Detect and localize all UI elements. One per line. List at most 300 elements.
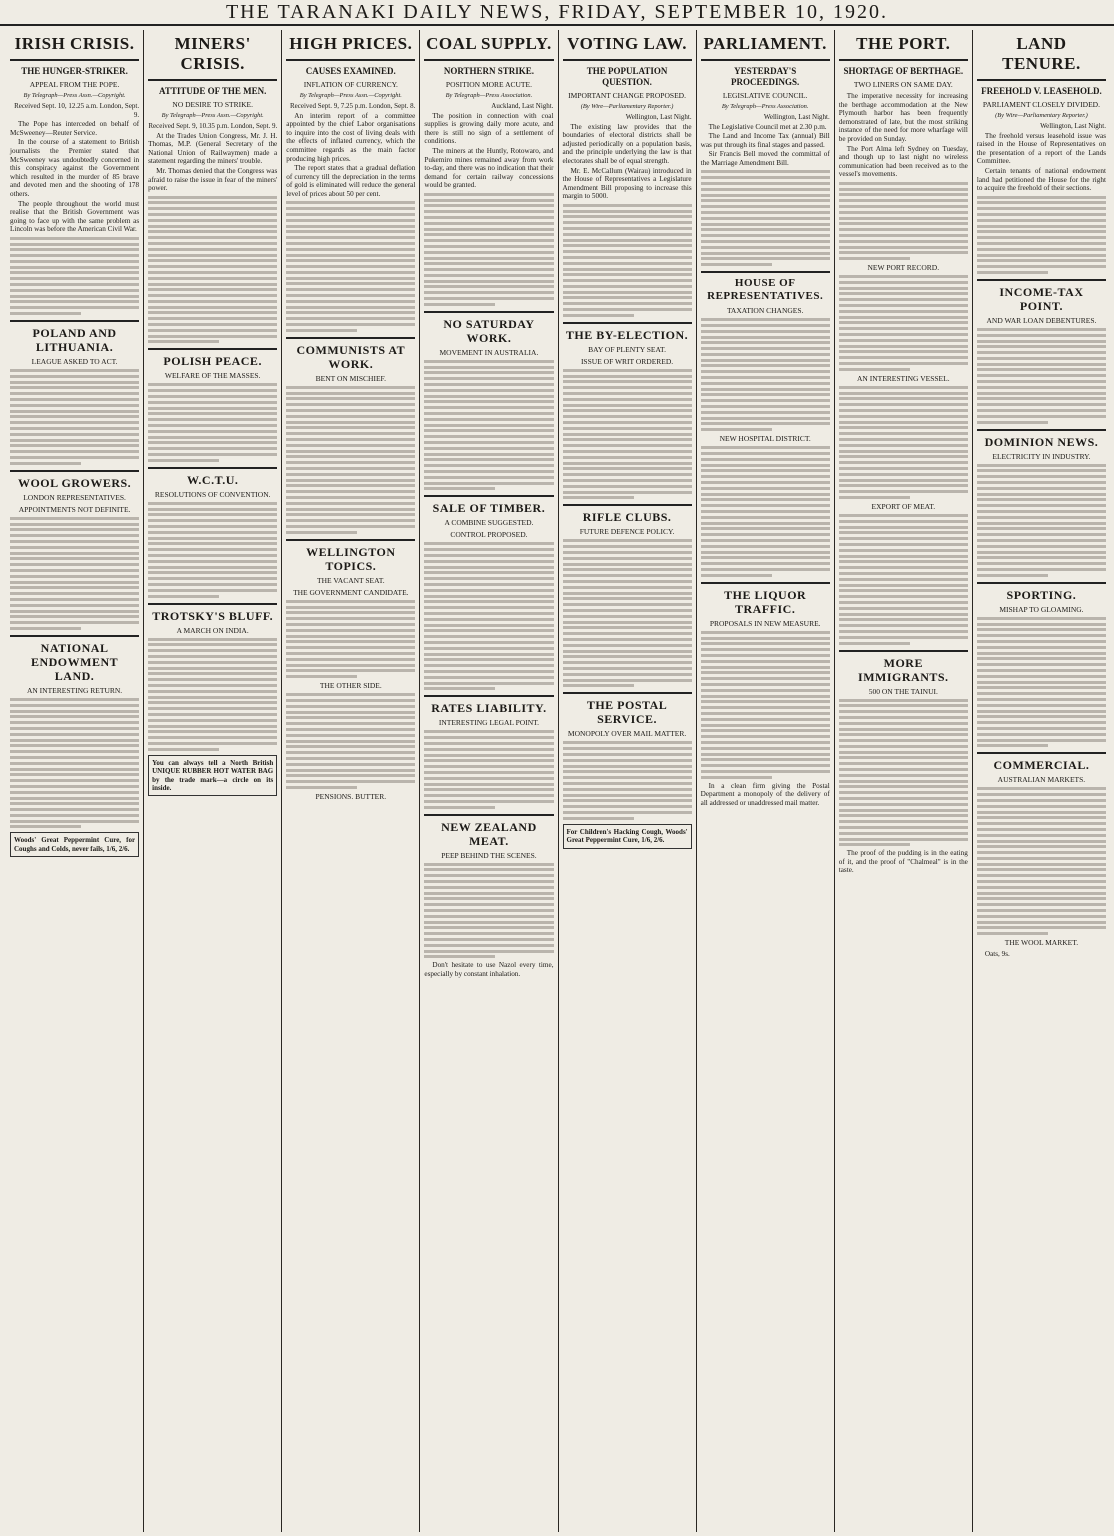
text-line bbox=[424, 548, 553, 551]
text-line bbox=[424, 932, 553, 935]
text-line bbox=[148, 548, 277, 551]
text-line bbox=[563, 433, 692, 436]
newspaper-columns bbox=[6, 30, 1110, 1532]
text-line bbox=[10, 569, 139, 572]
text-line bbox=[286, 444, 415, 447]
text-line bbox=[10, 727, 139, 730]
text-line bbox=[977, 357, 1106, 360]
text-line bbox=[286, 282, 415, 285]
article-paragraph: The proof of the pudding is in the eating of it, and the proof of "Chalmeal" is in the taste. bbox=[838, 849, 968, 875]
column-high-prices bbox=[282, 30, 420, 1532]
text-line bbox=[977, 926, 1106, 929]
text-line bbox=[977, 733, 1106, 736]
article-subheading: 500 ON THE TAINUI. bbox=[868, 686, 938, 696]
text-line bbox=[839, 826, 968, 829]
text-line bbox=[10, 254, 139, 257]
text-line bbox=[701, 405, 830, 408]
text-line bbox=[424, 629, 553, 632]
text-line bbox=[10, 375, 139, 378]
text-line bbox=[148, 441, 277, 444]
text-line bbox=[839, 710, 968, 713]
text-line bbox=[701, 724, 830, 727]
text-line bbox=[563, 415, 692, 418]
text-line bbox=[148, 383, 277, 386]
text-line bbox=[10, 552, 139, 555]
article-headline: COAL SUPPLY. bbox=[426, 34, 552, 53]
text-line bbox=[977, 498, 1106, 501]
text-line bbox=[977, 698, 1106, 701]
text-line bbox=[839, 613, 968, 616]
text-line bbox=[701, 318, 830, 321]
text-line bbox=[286, 508, 415, 511]
text-line bbox=[286, 254, 415, 257]
text-line bbox=[148, 248, 277, 251]
text-line bbox=[148, 424, 277, 427]
article-byline: By Telegraph—Press Association. bbox=[721, 103, 809, 110]
text-line bbox=[424, 788, 553, 791]
text-line bbox=[286, 392, 415, 395]
text-line bbox=[977, 932, 1048, 935]
text-line bbox=[977, 657, 1106, 660]
text-line bbox=[839, 455, 968, 458]
text-line bbox=[977, 340, 1106, 343]
text-line bbox=[563, 268, 692, 271]
text-line bbox=[563, 409, 692, 412]
text-line bbox=[563, 450, 692, 453]
article-paragraph: In a clean firm giving the Postal Department a monopoly of the delivery of all addressed or unaddressed mail matter. bbox=[700, 781, 830, 807]
article-subheading: AN INTERESTING VESSEL. bbox=[857, 373, 950, 383]
text-line bbox=[701, 399, 830, 402]
text-line bbox=[10, 534, 139, 537]
text-line bbox=[977, 681, 1106, 684]
text-line bbox=[701, 353, 830, 356]
text-line bbox=[977, 675, 1106, 678]
text-line bbox=[839, 543, 968, 546]
text-line bbox=[563, 262, 692, 265]
article-subheading: NEW HOSPITAL DISTRICT. bbox=[719, 434, 811, 444]
text-line bbox=[701, 735, 830, 738]
text-line bbox=[977, 254, 1106, 257]
text-line bbox=[424, 800, 553, 803]
body-text bbox=[148, 383, 277, 461]
text-line bbox=[424, 950, 553, 953]
body-text bbox=[977, 787, 1106, 935]
text-line bbox=[701, 170, 830, 173]
text-line bbox=[701, 689, 830, 692]
article-paragraph: Don't hesitate to use Nazol every time, especially by constant inhalation. bbox=[424, 961, 554, 978]
text-line bbox=[10, 456, 139, 459]
text-line bbox=[424, 487, 495, 490]
text-line bbox=[424, 216, 553, 219]
text-line bbox=[424, 453, 553, 456]
text-line bbox=[977, 242, 1106, 245]
text-line bbox=[563, 817, 634, 820]
text-line bbox=[286, 716, 415, 719]
text-line bbox=[424, 228, 553, 231]
text-line bbox=[148, 430, 277, 433]
text-line bbox=[424, 754, 553, 757]
text-line bbox=[977, 259, 1106, 262]
article-headline: THE PORT. bbox=[856, 34, 951, 53]
text-line bbox=[977, 265, 1106, 268]
article-paragraph: In the course of a statement to British journalists the Premier stated that McSweeney was undoubtedly concerned in this conspiracy against the Government which resulted in the murder of 85 brave and devoted men and the shooting of 178 others. bbox=[10, 138, 140, 198]
text-line bbox=[424, 759, 553, 762]
text-line bbox=[839, 415, 968, 418]
text-line bbox=[977, 663, 1106, 666]
text-line bbox=[839, 739, 968, 742]
text-line bbox=[977, 386, 1106, 389]
text-line bbox=[701, 516, 830, 519]
text-line bbox=[977, 363, 1106, 366]
text-line bbox=[701, 458, 830, 461]
text-line bbox=[701, 712, 830, 715]
text-line bbox=[10, 381, 139, 384]
text-line bbox=[701, 741, 830, 744]
text-line bbox=[10, 750, 139, 753]
text-line bbox=[977, 892, 1106, 895]
article-paragraph: The imperative necessity for increasing the berthage accommodation at the New Plymouth harbor has been frequently demonstrated of late, but the most striking instance of the need for more wharfage will be provided on Sunday. bbox=[838, 92, 968, 143]
text-line bbox=[839, 728, 968, 731]
text-line bbox=[839, 560, 968, 563]
article-paragraph: Sir Francis Bell moved the committal of the Marriage Amendment Bill. bbox=[700, 150, 830, 167]
text-line bbox=[424, 257, 553, 260]
text-line bbox=[148, 459, 219, 462]
text-line bbox=[148, 311, 277, 314]
text-line bbox=[977, 207, 1106, 210]
text-line bbox=[286, 450, 415, 453]
text-line bbox=[563, 597, 692, 600]
text-line bbox=[977, 874, 1106, 877]
text-line bbox=[839, 490, 968, 493]
text-line bbox=[424, 777, 553, 780]
article-subheading: INTERESTING LEGAL POINT. bbox=[438, 718, 540, 728]
text-line bbox=[839, 257, 910, 260]
article-headline: COMMUNISTS AT WORK. bbox=[296, 342, 406, 371]
text-line bbox=[977, 328, 1106, 331]
text-line bbox=[10, 733, 139, 736]
article-headline: COMMERCIAL. bbox=[993, 758, 1090, 773]
text-line bbox=[10, 575, 139, 578]
text-line bbox=[10, 266, 139, 269]
text-line bbox=[839, 820, 968, 823]
text-line bbox=[977, 271, 1048, 274]
article-headline: W.C.T.U. bbox=[187, 472, 239, 487]
text-line bbox=[148, 389, 277, 392]
text-line bbox=[286, 426, 415, 429]
text-line bbox=[10, 704, 139, 707]
text-line bbox=[839, 791, 968, 794]
article-paragraph: Certain tenants of national endowment land had petitioned the House for the right to acquire the freehold of their sections. bbox=[976, 166, 1106, 193]
text-line bbox=[839, 310, 968, 313]
article-paragraph: Mr. Thomas denied that the Congress was afraid to raise the issue in fear of the miners' power. bbox=[148, 166, 278, 193]
text-line bbox=[701, 556, 830, 559]
text-line bbox=[148, 542, 277, 545]
article-subheading: MONOPOLY OVER MAIL MATTER. bbox=[567, 729, 687, 739]
text-line bbox=[286, 646, 415, 649]
text-line bbox=[839, 321, 968, 324]
text-line bbox=[286, 259, 415, 262]
text-line bbox=[424, 389, 553, 392]
text-line bbox=[839, 578, 968, 581]
text-line bbox=[839, 409, 968, 412]
text-line bbox=[701, 695, 830, 698]
article-subheading: IMPORTANT CHANGE PROPOSED. bbox=[568, 91, 686, 100]
text-line bbox=[977, 863, 1106, 866]
text-line bbox=[839, 193, 968, 196]
article-byline: (By Wire—Parliamentary Reporter.) bbox=[995, 112, 1088, 119]
text-line bbox=[563, 580, 692, 583]
text-line bbox=[286, 277, 415, 280]
article-subheading: PARLIAMENT CLOSELY DIVIDED. bbox=[982, 100, 1100, 109]
text-line bbox=[424, 748, 553, 751]
text-line bbox=[563, 421, 692, 424]
text-line bbox=[286, 617, 415, 620]
text-line bbox=[977, 562, 1106, 565]
text-line bbox=[563, 215, 692, 218]
text-line bbox=[424, 921, 553, 924]
text-line bbox=[286, 484, 415, 487]
text-line bbox=[977, 915, 1106, 918]
text-line bbox=[148, 707, 277, 710]
text-line bbox=[286, 461, 415, 464]
text-line bbox=[286, 432, 415, 435]
text-line bbox=[424, 909, 553, 912]
text-line bbox=[701, 188, 830, 191]
article-paragraph: The Land and Income Tax (annual) Bill was put through its final stages and passed. bbox=[700, 132, 830, 149]
text-line bbox=[148, 701, 277, 704]
article-headline: SALE OF TIMBER. bbox=[432, 501, 546, 516]
text-line bbox=[424, 441, 553, 444]
text-line bbox=[977, 787, 1106, 790]
text-line bbox=[839, 240, 968, 243]
text-line bbox=[701, 562, 830, 565]
text-line bbox=[701, 330, 830, 333]
body-text bbox=[701, 170, 830, 266]
text-line bbox=[10, 791, 139, 794]
text-line bbox=[563, 574, 692, 577]
text-line bbox=[286, 490, 415, 493]
column-land-tenure bbox=[973, 30, 1110, 1532]
text-line bbox=[701, 422, 830, 425]
text-line bbox=[563, 632, 692, 635]
article-subheading: ELECTRICITY IN INDUSTRY. bbox=[992, 451, 1091, 461]
text-line bbox=[701, 376, 830, 379]
text-line bbox=[286, 519, 415, 522]
article-dateline: Received Sept. 9, 10.35 p.m. London, Sept. 9. bbox=[148, 122, 278, 130]
text-line bbox=[977, 793, 1106, 796]
text-line bbox=[148, 277, 277, 280]
article-byline: By Telegraph—Press Association. bbox=[445, 92, 533, 99]
text-line bbox=[977, 909, 1106, 912]
text-line bbox=[10, 762, 139, 765]
text-line bbox=[148, 661, 277, 664]
text-line bbox=[424, 239, 553, 242]
text-line bbox=[839, 368, 910, 371]
text-line bbox=[286, 271, 415, 274]
text-line bbox=[286, 323, 415, 326]
text-line bbox=[148, 436, 277, 439]
article-headline: VOTING LAW. bbox=[567, 34, 687, 53]
text-line bbox=[563, 380, 692, 383]
text-line bbox=[977, 213, 1106, 216]
text-line bbox=[977, 397, 1106, 400]
text-line bbox=[839, 397, 968, 400]
newspaper-title: THE TARANAKI DAILY NEWS, FRIDAY, SEPTEMBER 10, 1920. bbox=[225, 0, 889, 23]
text-line bbox=[10, 260, 139, 263]
text-line bbox=[148, 589, 277, 592]
text-line bbox=[10, 615, 139, 618]
article-paragraph: Oats, 9s. bbox=[984, 950, 1010, 959]
text-line bbox=[148, 306, 277, 309]
text-line bbox=[10, 271, 139, 274]
text-line bbox=[286, 438, 415, 441]
text-line bbox=[701, 753, 830, 756]
text-line bbox=[148, 294, 277, 297]
body-text bbox=[286, 386, 415, 534]
text-line bbox=[563, 210, 692, 213]
article-headline: THE POSTAL SERVICE. bbox=[586, 698, 668, 727]
text-line bbox=[839, 327, 968, 330]
text-line bbox=[563, 467, 692, 470]
text-line bbox=[148, 508, 277, 511]
text-line bbox=[148, 259, 277, 262]
text-line bbox=[10, 369, 139, 372]
article-subheading: WELFARE OF THE MASSES. bbox=[164, 371, 261, 381]
text-line bbox=[148, 271, 277, 274]
text-line bbox=[977, 822, 1106, 825]
text-line bbox=[563, 398, 692, 401]
text-line bbox=[10, 592, 139, 595]
article-byline: By Telegraph—Press Assn.—Copyright. bbox=[23, 92, 126, 99]
text-line bbox=[701, 510, 830, 513]
text-line bbox=[977, 539, 1106, 542]
text-line bbox=[563, 427, 692, 430]
text-line bbox=[977, 880, 1106, 883]
text-line bbox=[424, 742, 553, 745]
text-line bbox=[563, 621, 692, 624]
text-line bbox=[701, 568, 830, 571]
text-line bbox=[10, 528, 139, 531]
text-line bbox=[286, 751, 415, 754]
text-line bbox=[424, 560, 553, 563]
article-paragraph: The position in connection with coal supplies is growing daily more acute, and there is still no sign of a settlement of conditions. bbox=[424, 111, 554, 146]
article-subheading: NEW PORT RECORD. bbox=[867, 263, 940, 273]
body-text bbox=[286, 693, 415, 789]
column-voting-law bbox=[559, 30, 697, 1532]
text-line bbox=[839, 555, 968, 558]
text-line bbox=[839, 526, 968, 529]
text-line bbox=[701, 666, 830, 669]
text-line bbox=[148, 447, 277, 450]
text-line bbox=[839, 484, 968, 487]
text-line bbox=[839, 281, 968, 284]
text-line bbox=[977, 392, 1106, 395]
text-line bbox=[148, 667, 277, 670]
text-line bbox=[10, 523, 139, 526]
text-line bbox=[563, 609, 692, 612]
text-line bbox=[839, 298, 968, 301]
text-line bbox=[148, 236, 277, 239]
text-line bbox=[424, 577, 553, 580]
text-line bbox=[286, 774, 415, 777]
body-text bbox=[977, 617, 1106, 748]
text-line bbox=[424, 583, 553, 586]
text-line bbox=[10, 739, 139, 742]
article-dateline: Received Sept. 9, 7.25 p.m. London, Sept. 8. bbox=[289, 102, 416, 110]
text-line bbox=[148, 736, 277, 739]
text-line bbox=[424, 204, 553, 207]
text-line bbox=[701, 234, 830, 237]
text-line bbox=[701, 700, 830, 703]
text-line bbox=[839, 814, 968, 817]
text-line bbox=[424, 233, 553, 236]
text-line bbox=[977, 715, 1106, 718]
text-line bbox=[424, 730, 553, 733]
text-line bbox=[701, 205, 830, 208]
text-line bbox=[563, 233, 692, 236]
text-line bbox=[563, 563, 692, 566]
text-line bbox=[10, 627, 81, 630]
body-text bbox=[563, 204, 692, 317]
text-line bbox=[286, 386, 415, 389]
text-line bbox=[10, 563, 139, 566]
text-line bbox=[563, 568, 692, 571]
text-line bbox=[424, 571, 553, 574]
article-headline: THE BY-ELECTION. bbox=[565, 327, 689, 342]
text-line bbox=[286, 213, 415, 216]
text-line bbox=[977, 897, 1106, 900]
text-line bbox=[148, 730, 277, 733]
text-line bbox=[10, 698, 139, 701]
text-line bbox=[148, 329, 277, 332]
text-line bbox=[701, 388, 830, 391]
text-line bbox=[977, 504, 1106, 507]
text-line bbox=[839, 234, 968, 237]
text-line bbox=[148, 201, 277, 204]
text-line bbox=[424, 647, 553, 650]
text-line bbox=[563, 753, 692, 756]
text-line bbox=[977, 739, 1106, 742]
text-line bbox=[701, 758, 830, 761]
text-line bbox=[424, 765, 553, 768]
text-line bbox=[424, 653, 553, 656]
text-line bbox=[701, 393, 830, 396]
text-line bbox=[701, 182, 830, 185]
text-line bbox=[701, 382, 830, 385]
text-line bbox=[286, 664, 415, 667]
article-headline: MORE IMMIGRANTS. bbox=[858, 655, 949, 684]
text-line bbox=[10, 756, 139, 759]
text-line bbox=[424, 542, 553, 545]
text-line bbox=[839, 246, 968, 249]
text-line bbox=[286, 397, 415, 400]
text-line bbox=[839, 473, 968, 476]
text-line bbox=[977, 868, 1106, 871]
text-line bbox=[563, 239, 692, 242]
text-line bbox=[701, 246, 830, 249]
article-subheading: PENSIONS. BUTTER. bbox=[315, 791, 387, 801]
text-line bbox=[839, 704, 968, 707]
article-subheading: FUTURE DEFENCE POLICY. bbox=[579, 527, 675, 537]
article-paragraph: The Port Alma left Sydney on Tuesday, and though up to last night no wireless communication had been received as to the vessel's movements. bbox=[838, 144, 968, 179]
text-line bbox=[563, 244, 692, 247]
text-line bbox=[286, 699, 415, 702]
text-line bbox=[563, 811, 692, 814]
text-line bbox=[701, 464, 830, 467]
text-line bbox=[286, 409, 415, 412]
text-line bbox=[286, 669, 415, 672]
text-line bbox=[701, 481, 830, 484]
